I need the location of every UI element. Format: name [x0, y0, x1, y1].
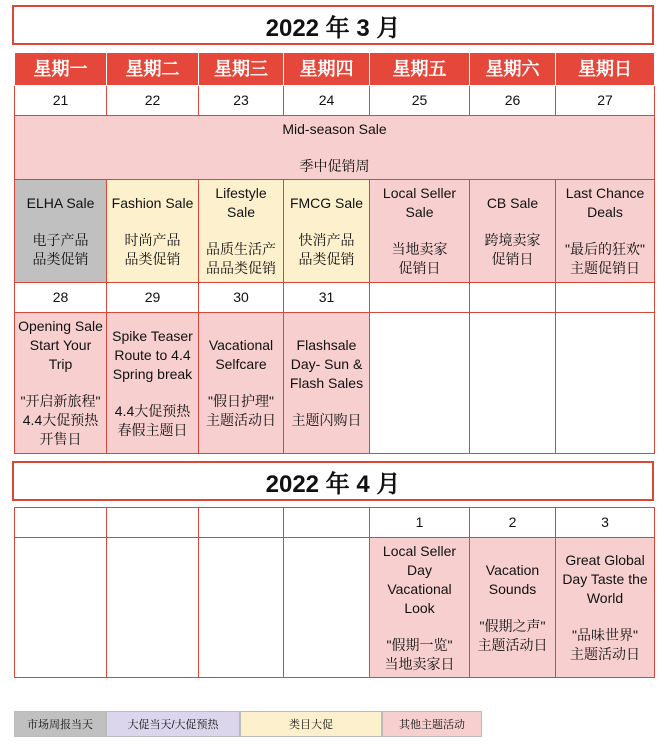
- empty-cell: [107, 538, 199, 678]
- date-cell: 26: [470, 86, 556, 116]
- event-cell: [370, 538, 470, 678]
- event-cn: "假日护理" 主题活动日: [206, 393, 276, 428]
- event-en: Fashion Sale: [111, 194, 194, 211]
- event-cn: "假期之声" 主题活动日: [477, 617, 548, 653]
- banner-row: [15, 116, 655, 180]
- empty-cell: [284, 538, 370, 678]
- date-cell: 25: [370, 86, 470, 116]
- empty-cell: [470, 313, 556, 454]
- legend-weekly-report: [14, 711, 106, 737]
- date-cell: [370, 283, 470, 313]
- weekday-header-row: [15, 53, 655, 86]
- event-en: Great Global Day Taste the World: [562, 552, 648, 606]
- event-cn: 电子产品 品类促销: [32, 231, 89, 267]
- empty-cell: [556, 313, 655, 454]
- legend-label: 市场周报当天: [27, 719, 93, 731]
- legend: [14, 711, 482, 737]
- event-cell: [556, 180, 655, 283]
- event-en: Local Seller Day Vacational Look: [382, 542, 457, 616]
- event-en: Vacation Sounds: [485, 561, 540, 597]
- event-cn: 当地卖家 促销日: [391, 241, 448, 276]
- weekday-tue: 星期二: [107, 53, 199, 86]
- date-row: [15, 283, 655, 313]
- march-title-text: 2022 年 3 月: [265, 14, 401, 42]
- event-cn: "假期一览" 当地卖家日: [384, 636, 455, 672]
- date-cell: 28: [15, 283, 107, 313]
- march-title: [12, 5, 654, 45]
- event-en: ELHA Sale: [26, 194, 95, 211]
- date-cell: 29: [107, 283, 199, 313]
- event-cell: [107, 180, 199, 283]
- event-cell: [15, 313, 107, 454]
- weekday-thu: 星期四: [284, 53, 370, 86]
- legend-category-promo: [240, 711, 382, 737]
- date-cell: 24: [284, 86, 370, 116]
- weekday-sun: 星期日: [556, 53, 655, 86]
- date-cell: 23: [199, 86, 284, 116]
- event-row: [15, 538, 655, 678]
- april-title: [12, 461, 654, 501]
- legend-big-promo: [106, 711, 240, 737]
- weekday-wed: 星期三: [199, 53, 284, 86]
- event-en: Local Seller Sale: [382, 185, 457, 220]
- event-en: Opening Sale Start Your Trip: [18, 318, 103, 372]
- event-cell: [470, 180, 556, 283]
- event-en: Vacational Selfcare: [208, 337, 274, 372]
- weekday-sat: 星期六: [470, 53, 556, 86]
- event-cell: [284, 180, 370, 283]
- date-cell: 31: [284, 283, 370, 313]
- event-cell: [370, 180, 470, 283]
- empty-cell: [370, 313, 470, 454]
- mid-season-banner: [15, 116, 655, 180]
- date-cell: 2: [470, 508, 556, 538]
- legend-label: 其他主题活动: [399, 719, 465, 731]
- date-cell: 3: [556, 508, 655, 538]
- april-calendar: [14, 507, 655, 678]
- event-en: CB Sale: [486, 194, 539, 211]
- event-cn: 品质生活产 品品类促销: [206, 241, 276, 276]
- event-row: [15, 313, 655, 454]
- banner-en: Mid-season Sale: [282, 120, 387, 137]
- event-cn: 时尚产品 品类促销: [124, 231, 181, 267]
- event-cell: [284, 313, 370, 454]
- empty-cell: [199, 538, 284, 678]
- weekday-fri: 星期五: [370, 53, 470, 86]
- empty-cell: [15, 538, 107, 678]
- event-cell: [199, 180, 284, 283]
- event-cn: 快消产品 品类促销: [298, 231, 355, 267]
- event-cn: 4.4大促预热 春假主题日: [114, 402, 191, 438]
- date-cell: [470, 283, 556, 313]
- event-en: FMCG Sale: [289, 194, 364, 211]
- date-cell: [556, 283, 655, 313]
- event-cn: "品味世界" 主题活动日: [570, 627, 640, 662]
- date-cell: [284, 508, 370, 538]
- event-cell: [15, 180, 107, 283]
- event-cell: [199, 313, 284, 454]
- date-cell: 21: [15, 86, 107, 116]
- legend-label: 大促当天/大促预热: [127, 719, 219, 731]
- date-row: [15, 86, 655, 116]
- april-title-text: 2022 年 4 月: [265, 470, 401, 498]
- event-en: Last Chance Deals: [565, 185, 645, 220]
- march-calendar: [14, 52, 655, 454]
- date-cell: 1: [370, 508, 470, 538]
- event-cell: [470, 538, 556, 678]
- legend-label: 类目大促: [289, 719, 333, 731]
- legend-other-theme: [382, 711, 482, 737]
- date-cell: [107, 508, 199, 538]
- event-cn: 主题闪购日: [291, 412, 362, 428]
- date-cell: 27: [556, 86, 655, 116]
- event-cn: "开启新旅程" 4.4大促预热 开售日: [20, 393, 101, 447]
- event-cell: [107, 313, 199, 454]
- event-en: Spike Teaser Route to 4.4 Spring break: [112, 327, 193, 382]
- event-row: [15, 180, 655, 283]
- date-row: [15, 508, 655, 538]
- event-en: Flashsale Day- Sun & Flash Sales: [289, 337, 364, 391]
- event-cell: [556, 538, 655, 678]
- date-cell: 22: [107, 86, 199, 116]
- date-cell: [15, 508, 107, 538]
- date-cell: 30: [199, 283, 284, 313]
- event-en: Lifestyle Sale: [215, 185, 267, 220]
- event-cn: "最后的狂欢" 主题促销日: [565, 241, 645, 276]
- event-cn: 跨境卖家 促销日: [484, 231, 541, 267]
- weekday-mon: 星期一: [15, 53, 107, 86]
- banner-cn: 季中促销周: [299, 157, 370, 174]
- date-cell: [199, 508, 284, 538]
